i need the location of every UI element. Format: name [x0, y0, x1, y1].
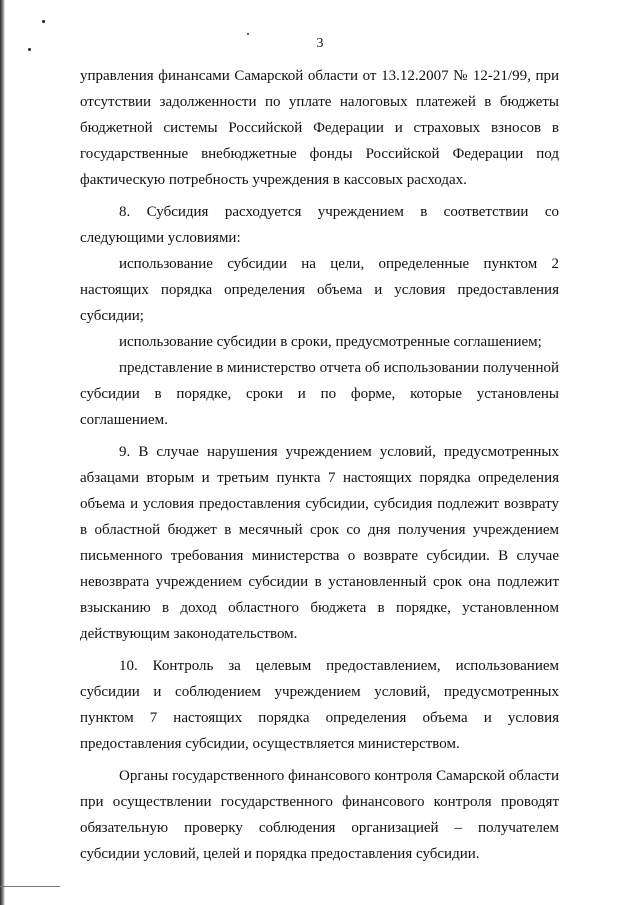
document-body — [80, 63, 559, 873]
page-number: 3 — [316, 36, 324, 51]
paragraph-control-bodies: Органы государственного финансового контроля Самарской области при осуществлении государственного финансового контроля проводят обязательную проверку соблюдения организацией – получателем субсидии условий, целей и порядка предоставления субсидии. — [80, 768, 559, 862]
scan-edge-bottom — [0, 886, 60, 887]
paragraph-condition-1: использование субсидии на цели, определенные пунктом 2 настоящих порядка определения объема и условия предоставления субсидии; — [80, 256, 559, 324]
scan-edge — [0, 0, 5, 905]
paragraph-condition-3: представление в министерство отчета об использовании полученной субсидии в порядке, сроки и по форме, которые установлены соглашением. — [80, 360, 559, 428]
paragraph-item-10: 10. Контроль за целевым предоставлением, использованием субсидии и соблюдением учреждением условий, предусмотренных пунктом 7 настоящих порядка определения объема и условия предоставления субсидии, осуществляется министерством. — [80, 658, 559, 752]
paragraph-item-9: 9. В случае нарушения учреждением условий, предусмотренных абзацами вторым и третьим пункта 7 настоящих порядка определения объема и условия предоставления субсидии, субсидия подлежит возврату в областной бюджет в месячный срок со дня получения учреждением письменного требования министерства о возврате субсидии. В случае невозврата учреждением субсидии в установленный срок она подлежит взысканию в доход областного бюджета в порядке, установленном действующим законодательством. — [80, 444, 559, 642]
paragraph-condition-2: использование субсидии в сроки, предусмотренные соглашением; — [119, 334, 542, 350]
paragraph-continuation: управления финансами Самарской области от 13.12.2007 № 12-21/99, при отсутствии задолженности по уплате налоговых платежей в бюджеты бюджетной системы Российской Федерации и страховых взносов в государственные внебюджетные фонды Российской Федерации под фактическую потребность учреждения в кассовых расходах. — [80, 68, 559, 188]
paragraph-item-8: 8. Субсидия расходуется учреждением в соответствии со следующими условиями: — [80, 204, 559, 246]
scan-speck — [42, 20, 45, 23]
scan-speck — [247, 33, 249, 35]
